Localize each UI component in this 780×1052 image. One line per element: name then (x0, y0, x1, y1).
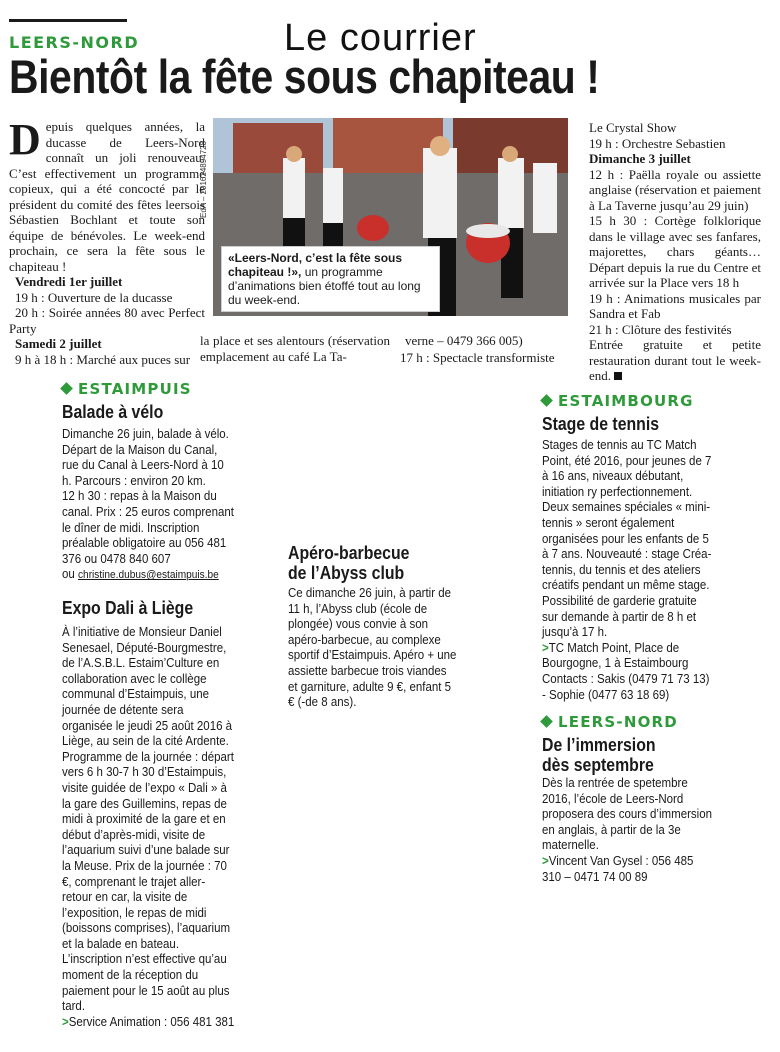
article-column-3 (589, 120, 761, 384)
dali-contact: Service Animation : 056 481 381 (68, 1014, 235, 1029)
immersion-contact: Vincent Van Gysel : 056 485 310 – 0471 74 00 89 (542, 853, 694, 884)
sunday-item-1: 12 h : Paëlla royale ou assiette anglaise (réservation et paiement à La Taverne jusqu’au 29 juin) (589, 166, 761, 213)
saturday-item-2: 17 h : Spectacle transformiste (400, 350, 555, 365)
sunday-item-3: 19 h : Animations musicales par Sandra et Fab (589, 290, 761, 321)
immersion-title-2: dès septembre (542, 755, 654, 775)
col3-line-b: 19 h : Orchestre Sebastien (589, 135, 726, 151)
section-leers-nord: LEERS-NORD (542, 713, 678, 731)
article-intro: epuis quelques années, la ducasse de Leers-Nord connaît un joli renouveau. C’est effectivement un programme copieux, qui a été concocté par le président du comité des fêtes leersois Sébastien Bochlant et toute son équipe de bénévoles. Le week-end prochain, ce sera la fête sous le chapiteau ! (9, 119, 205, 274)
friday-item-2: 20 h : Soirée années 80 avec Perfect Party (9, 305, 205, 336)
saturday-title: Samedi 2 juillet (15, 336, 102, 351)
saturday-item-1a: 9 h à 18 h : Marché aux puces sur (15, 351, 191, 367)
tennis-body (542, 438, 714, 703)
abyss-text: Ce dimanche 26 juin, à partir de 11 h, l’Abyss club (école de plongée) vous convie à son apéro-barbecue, au complexe sportif d’Estaimpuis. Apéro + une assiette barbecue trois viandes et garniture, adulte 9 €, enfant 5 € (-de 8 ans). (288, 586, 457, 710)
email-link[interactable]: christine.dubus@estaimpuis.be (77, 569, 219, 582)
tennis-title: Stage de tennis (542, 414, 660, 434)
balade-text-1: Dimanche 26 juin, balade à vélo. Départ de la Maison du Canal, rue du Canal à Leers-Nord à 10 h. Parcours : environ 20 km. (62, 427, 229, 488)
diamond-icon (540, 715, 553, 728)
sunday-title: Dimanche 3 juillet (589, 151, 691, 166)
abyss-title-2: de l’Abyss club (288, 563, 405, 583)
sunday-item-2: 15 h 30 : Cortège folklorique dans le village avec ses fanfares, majorettes, chars géants… Départ depuis la rue du Centre et arrivée sur la Place vers 18 h (589, 213, 761, 290)
newspaper-watermark: Le courrier (284, 17, 477, 59)
immersion-text: Dès la rentrée de spetembre 2016, l’école de Leers-Nord proposera des cours d’immersion en anglais, à partir de la 3e maternelle. (542, 776, 713, 853)
dropcap: D (9, 115, 41, 164)
sunday-item-4: 21 h : Clôture des festivités (589, 321, 732, 337)
end-mark (614, 372, 622, 380)
sunday-item-5: Entrée gratuite et petite restauration durant tout le week-end. (589, 337, 761, 383)
dali-body (62, 625, 235, 1030)
saturday-item-1b: la place et ses alentours (réservation emplacement au café La Ta- (200, 333, 390, 364)
arrow-icon: > (542, 853, 549, 868)
photo-credit: EdA – 201624894728 (199, 141, 208, 218)
headline: Bientôt la fête sous chapiteau ! (9, 50, 600, 103)
balade-title: Balade à vélo (62, 402, 164, 422)
section-estaimpuis: ESTAIMPUIS (62, 380, 192, 398)
section-kicker: LEERS-NORD (9, 33, 140, 52)
diamond-icon (60, 382, 73, 395)
caption-bold: «Leers-Nord, c’est la fête sous chapiteau !», (228, 251, 403, 279)
caption-rest: un programme d’animations bien étoffé tout au long du week-end. (228, 265, 421, 307)
balade-or: ou (62, 567, 78, 582)
col3-line-a: Le Crystal Show (589, 120, 677, 135)
photo-caption (221, 246, 440, 312)
diamond-icon (540, 394, 553, 407)
friday-title: Vendredi 1er juillet (15, 274, 123, 289)
tennis-text: Stages de tennis au TC Match Point, été 2016, pour jeunes de 7 à 16 ans, niveaux débutant, initiation ry perfectionnement. Deux semaines spéciales « mini-tennis » seront également organisées pour les enfants de 5 à 7 ans. Nouveauté : stage Créa-tennis, du tennis et des ateliers créatifs pendant un même stage. Possibilité de garderie gratuite sur demande à partir de 8 h et jusqu’à 17 h. (542, 438, 712, 640)
arrow-icon: > (62, 1014, 69, 1029)
article-column-1 (9, 115, 205, 367)
dali-title: Expo Dali à Liège (62, 598, 194, 618)
tennis-contact: TC Match Point, Place de Bourgogne, 1 à Estaimbourg Contacts : Sakis (0479 71 73 13) - Sophie (0477 63 18 69) (542, 640, 710, 702)
immersion-title-1: De l’immersion (542, 735, 656, 755)
balade-text-2: 12 h 30 : repas à la Maison du canal. Prix : 25 euros comprenant le dîner de midi. Inscription préalable obligatoire au 056 481 376 ou 0478 840 607 (62, 489, 234, 566)
balade-body (62, 427, 235, 584)
arrow-icon: > (542, 640, 549, 655)
immersion-body (542, 776, 715, 885)
saturday-item-1c: verne – 0479 366 005) (405, 333, 523, 348)
top-rule (9, 19, 127, 22)
abyss-title-1: Apéro-barbecue (288, 543, 410, 563)
friday-item-1: 19 h : Ouverture de la ducasse (15, 289, 173, 305)
dali-text: À l’initiative de Monsieur Daniel Senesael, Député-Bourgmestre, de l’A.S.B.L. Estaim’Culture en collaboration avec le collège communal d’Estaimpuis, une journée de détente sera organisée le jeudi 25 août 2016 à Liège, au sein de la cité Ardente. Programme de la journée : départ vers 6 h 30-7 h 30 d’Estaimpuis, visite guidée de l’expo « Dali » à la gare des Guillemins, repas de midi à proximité de la gare et en début d’après-midi, visite de l’aquarium suivi d’une balade sur la Meuse. Prix de la journée : 70 €, comprenant le trajet aller-retour en car, la visite de l’exposition, le repas de midi (boissons comprises), l’aquarium et la balade en bateau. L’inscription n’est effective qu’au moment de la réception du paiement pour le 15 août au plus tard. (62, 625, 234, 1014)
section-estaimbourg: ESTAIMBOURG (542, 392, 694, 410)
